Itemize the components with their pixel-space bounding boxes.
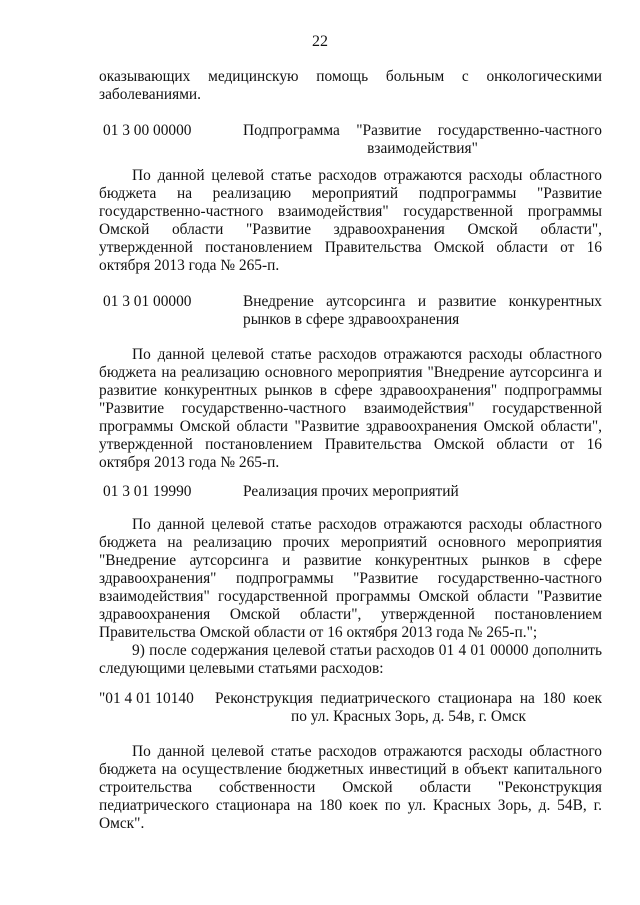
budget-entry-title: Подпрограмма "Развитие государственно-частного взаимодействия": [243, 122, 602, 157]
budget-entry-title: Реализация прочих мероприятий: [243, 483, 459, 500]
page-number: 22: [312, 33, 328, 50]
budget-entry-description: По данной целевой статье расходов отражаются расходы областного бюджета на реализацию прочих мероприятий основного мероприятия "Внедрение аутсорсинга и развитие конкурентных рынков в сфере здравоохранения" подпрограммы "Развитие государственно-частного взаимодействия" государственной программы Омской области "Развитие здравоохранения Омской области", утвержденной постановлением Правительства Омской области от 16 октября 2013 года № 265-п.";: [99, 516, 602, 641]
budget-entry-2: [99, 293, 602, 333]
budget-entry-title: Реконструкция педиатрического стационара на 180 коек по ул. Красных Зорь, д. 54в, г. Омск: [215, 690, 602, 725]
intro-tail-paragraph: оказывающих медицинскую помощь больным с онкологическими заболеваниями.: [99, 68, 602, 103]
budget-code: "01 4 01 10140: [99, 690, 194, 707]
budget-entry-description: По данной целевой статье расходов отражаются расходы областного бюджета на осуществление бюджетных инвестиций в объект капитального строительства собственности Омской области "Реконструкция педиатрического стационара на 180 коек по ул. Красных Зорь, д. 54В, г. Омск".: [99, 743, 602, 832]
budget-entry-description: По данной целевой статье расходов отражаются расходы областного бюджета на реализацию основного мероприятия "Внедрение аутсорсинга и развитие конкурентных рынков в сфере здравоохранения" подпрограммы "Развитие государственно-частного взаимодействия" государственной программы Омской области "Развитие здравоохранения Омской области", утвержденной постановлением Правительства Омской области от 16 октября 2013 года № 265-п.: [99, 346, 602, 471]
budget-entry-4: [99, 690, 602, 730]
amendment-item: 9) после содержания целевой статьи расходов 01 4 01 00000 дополнить следующими целевыми статьями расходов:: [99, 642, 602, 677]
budget-code: 01 3 01 19990: [103, 483, 192, 500]
budget-entry-title: Внедрение аутсорсинга и развитие конкурентных рынков в сфере здравоохранения: [243, 293, 602, 328]
budget-code: 01 3 01 00000: [103, 293, 192, 310]
budget-entry-description: По данной целевой статье расходов отражаются расходы областного бюджета на реализацию мероприятий подпрограммы "Развитие государственно-частного взаимодействия" государственной программы Омской области "Развитие здравоохранения Омской области", утвержденной постановлением Правительства Омской области от 16 октября 2013 года № 265-п.: [99, 167, 602, 274]
budget-entry-1: [99, 122, 602, 162]
budget-entry-3: [99, 483, 602, 503]
budget-code: 01 3 00 00000: [103, 122, 192, 139]
